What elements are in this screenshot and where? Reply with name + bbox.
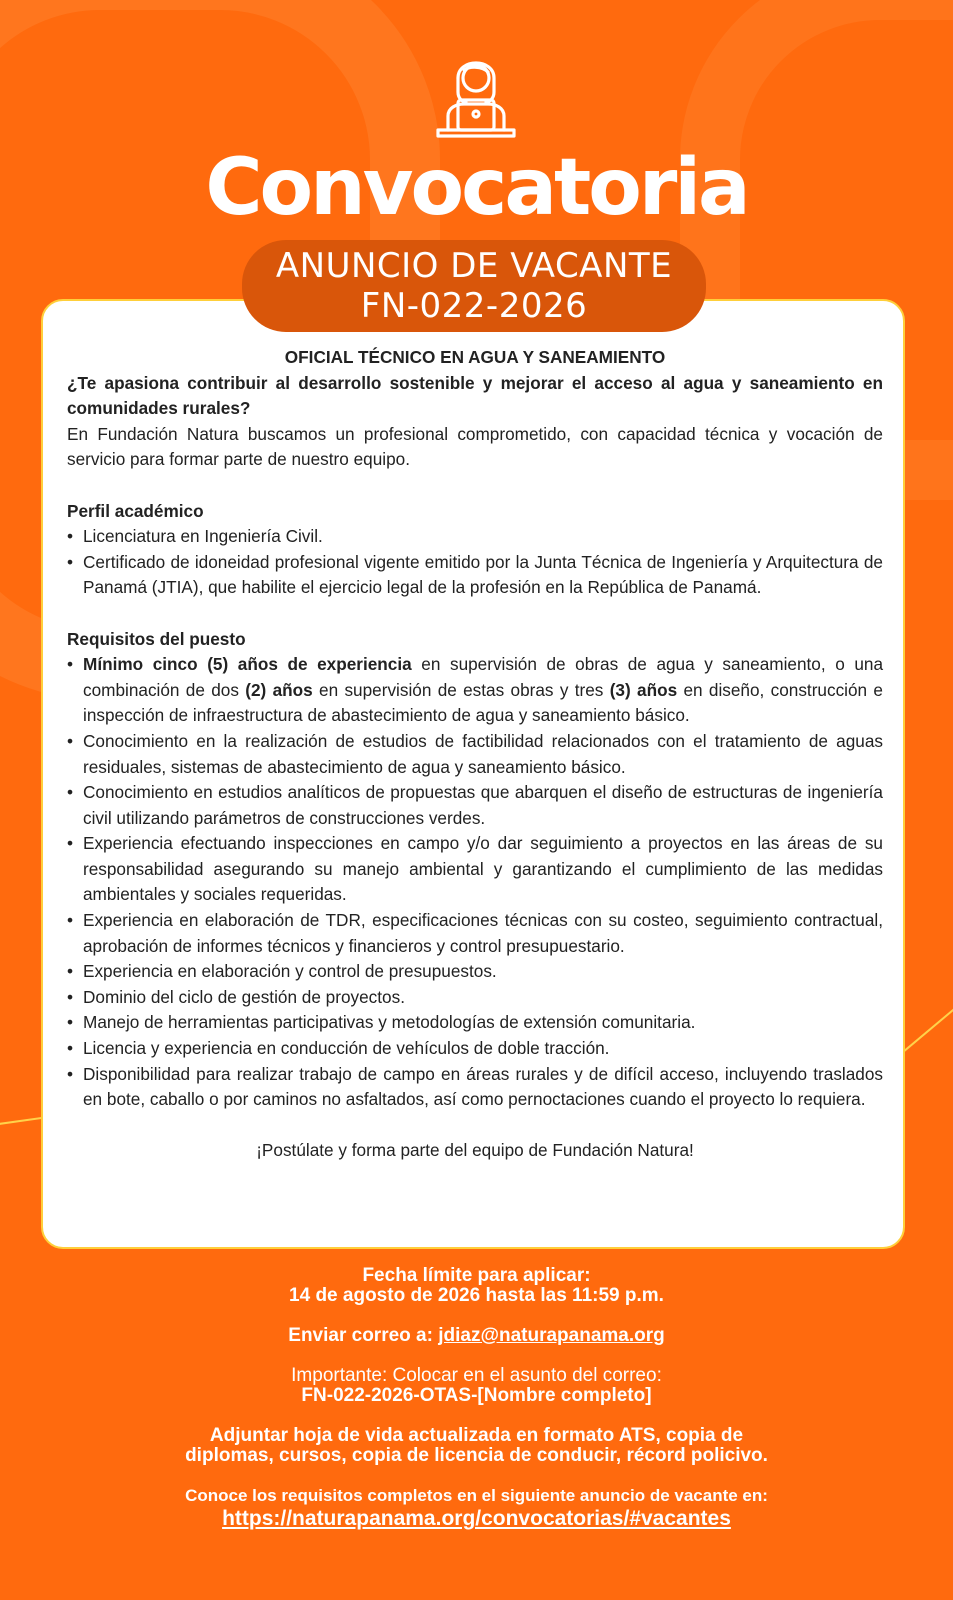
list-item: • Certificado de idoneidad profesional vigente emitido por la Junta Técnica de Ingeniería y Arquitectura de Panamá (JTIA), que habilite el ejercicio legal de la profesión en la República de Panamá. [67, 550, 883, 601]
job-title: OFICIAL TÉCNICO EN AGUA Y SANEAMIENTO [284, 347, 666, 367]
requirements-heading: Requisitos del puesto [67, 628, 246, 649]
subject-label: Importante: Colocar en el asunto del correo: [291, 1365, 662, 1386]
vacancy-details-card [41, 299, 905, 1249]
list-item: • Conocimiento en la realización de estudios de factibilidad relacionados con el tratamiento de aguas residuales, sistemas de abastecimiento de agua y saneamiento básico. [67, 729, 883, 780]
list-item: • Dominio del ciclo de gestión de proyectos. [67, 985, 883, 1011]
list-item-text: en supervisión de estas obras y tres [312, 679, 610, 700]
list-item: • Experiencia en elaboración y control de presupuestos. [67, 959, 883, 985]
deadline-label: Fecha límite para aplicar: [362, 1265, 591, 1286]
profile-heading: Perfil académico [67, 500, 204, 521]
deadline-value: 14 de agosto de 2026 hasta las 11:59 p.m. [289, 1285, 664, 1306]
experience-highlight: (2) años [245, 679, 313, 700]
subject-value: FN-022-2026-OTAS-[Nombre completo] [301, 1385, 652, 1406]
closing-message: ¡Postúlate y forma parte del equipo de Fundación Natura! [256, 1140, 694, 1161]
list-item-text: en supervisión de obras de agua y saneamiento, o una combinación de dos [83, 654, 884, 700]
vacancy-badge [242, 240, 706, 332]
page-title: Convocatoria [205, 143, 748, 233]
experience-highlight: (3) años [609, 679, 678, 700]
list-item: • Disponibilidad para realizar trabajo de campo en áreas rurales y de difícil acceso, incluyendo traslados en bote, caballo o por caminos no asfaltados, así como pernoctaciones cuando el proyecto lo requiera. [67, 1062, 883, 1113]
list-item: • Experiencia efectuando inspecciones en campo y/o dar seguimiento a proyectos en las áreas de su responsabilidad asegurando su manejo ambiental y garantizando el cumplimiento de las medidas ambientales y sociales requeridas. [67, 831, 883, 908]
email-label: Enviar correo a: [288, 1325, 439, 1346]
vacancies-url-link[interactable]: https://naturapanama.org/convocatorias/#vacantes [222, 1507, 731, 1530]
list-item: • Conocimiento en estudios analíticos de propuestas que abarquen el diseño de estructuras de ingeniería civil utilizando parámetros de construcciones verdes. [67, 780, 883, 831]
list-item: • Experiencia en elaboración de TDR, especificaciones técnicas con su costeo, seguimiento contractual, aprobación de informes técnicos y financieros y control presupuestario. [67, 908, 883, 959]
requirements-list [67, 652, 883, 1113]
profile-list [67, 524, 883, 601]
email-line [0, 1326, 953, 1346]
attachments-line-1: Adjuntar hoja de vida actualizada en formato ATS, copia de [209, 1425, 744, 1446]
person-at-laptop-icon [428, 42, 524, 138]
intro-question: ¿Te apasiona contribuir al desarrollo sostenible y mejorar el acceso al agua y saneamiento en comunidades rurales? [67, 372, 883, 419]
experience-highlight: Mínimo cinco (5) años de experiencia [83, 654, 412, 675]
list-item: • Manejo de herramientas participativas y metodologías de extensión comunitaria. [67, 1010, 883, 1036]
vacancy-label: ANUNCIO DE VACANTE [275, 246, 673, 286]
list-item: • Licencia y experiencia en conducción de vehículos de doble tracción. [67, 1036, 883, 1062]
application-info [0, 1266, 953, 1532]
email-link[interactable]: jdiaz@naturapanama.org [438, 1325, 665, 1346]
vacancy-code: FN-022-2026 [360, 286, 588, 326]
attachments-line-2: diplomas, cursos, copia de licencia de conducir, récord policivo. [185, 1445, 768, 1466]
intro-text: En Fundación Natura buscamos un profesional comprometido, con capacidad técnica y vocación de servicio para formar parte de nuestro equipo. [67, 423, 883, 470]
more-info-text: Conoce los requisitos completos en el siguiente anuncio de vacante en: [185, 1486, 768, 1505]
list-item [67, 652, 883, 729]
list-item: • Licenciatura en Ingeniería Civil. [67, 524, 883, 550]
list-item-text: en diseño, construcción e inspección de infraestructura de abastecimiento de agua y saneamiento básico. [83, 679, 883, 726]
